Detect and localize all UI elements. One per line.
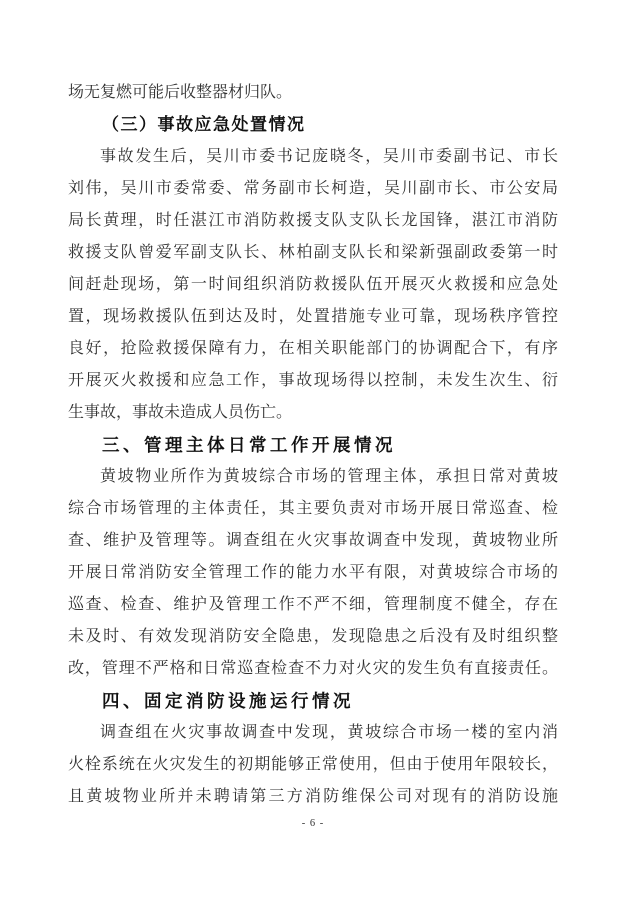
paragraph-line: 火栓系统在火灾发生的初期能够正常使用，但由于使用年限较长， xyxy=(68,756,558,773)
paragraph-first-line: 事故发生后，吴川市委书记庞晓冬，吴川市委副书记、市长 xyxy=(100,148,558,165)
paragraph-first-line: 调查组在火灾事故调查中发现，黄坡综合市场一楼的室内消 xyxy=(100,724,558,741)
paragraph-line: 间赶赴现场，第一时间组织消防救援队伍开展灭火救援和应急处 xyxy=(68,276,558,293)
paragraph-line: 局长黄理，时任湛江市消防救援支队支队长龙国锋，湛江市消防 xyxy=(68,212,558,229)
paragraph-line: 置，现场救援队伍到达及时，处置措施专业可靠，现场秩序管控 xyxy=(68,308,558,325)
paragraph-line: 且黄坡物业所并未聘请第三方消防维保公司对现有的消防设施 xyxy=(68,788,558,805)
section-heading: 四、固定消防设施运行情况 xyxy=(102,691,354,711)
paragraph-line: 开展日常消防安全管理工作的能力水平有限，对黄坡综合市场的 xyxy=(68,564,558,581)
paragraph-line: 改，管理不严格和日常巡查检查不力对火灾的发生负有直接责任。 xyxy=(68,660,558,677)
section-heading: 三、管理主体日常工作开展情况 xyxy=(102,435,396,455)
paragraph-last-line: 生事故，事故未造成人员伤亡。 xyxy=(68,404,293,421)
paragraph-line: 良好，抢险救援保障有力，在相关职能部门的协调配合下，有序 xyxy=(68,340,558,357)
paragraph-line: 综合市场管理的主体责任，其主要负责对市场开展日常巡查、检 xyxy=(68,500,558,517)
paragraph-line: 巡查、检查、维护及管理工作不严不细，管理制度不健全，存在 xyxy=(68,596,558,613)
paragraph-first-line: 黄坡物业所作为黄坡综合市场的管理主体，承担日常对黄坡 xyxy=(100,468,558,485)
subsection-heading: （三）事故应急处置情况 xyxy=(102,115,306,134)
paragraph-line: 救援支队曾爱军副支队长、林柏副支队长和梁新强副政委第一时 xyxy=(68,244,558,261)
document-content xyxy=(68,77,558,813)
paragraph-line: 未及时、有效发现消防安全隐患，发现隐患之后没有及时组织整 xyxy=(68,628,558,645)
page-number: - 6 - xyxy=(301,818,325,829)
paragraph-last-line: 场无复燃可能后收整器材归队。 xyxy=(68,84,293,101)
paragraph-line: 开展灭火救援和应急工作，事故现场得以控制，未发生次生、衍 xyxy=(68,372,558,389)
paragraph-line: 查、维护及管理等。调查组在火灾事故调查中发现，黄坡物业所 xyxy=(68,532,558,549)
paragraph-line: 刘伟，吴川市委常委、常务副市长柯造，吴川副市长、市公安局 xyxy=(68,180,558,197)
